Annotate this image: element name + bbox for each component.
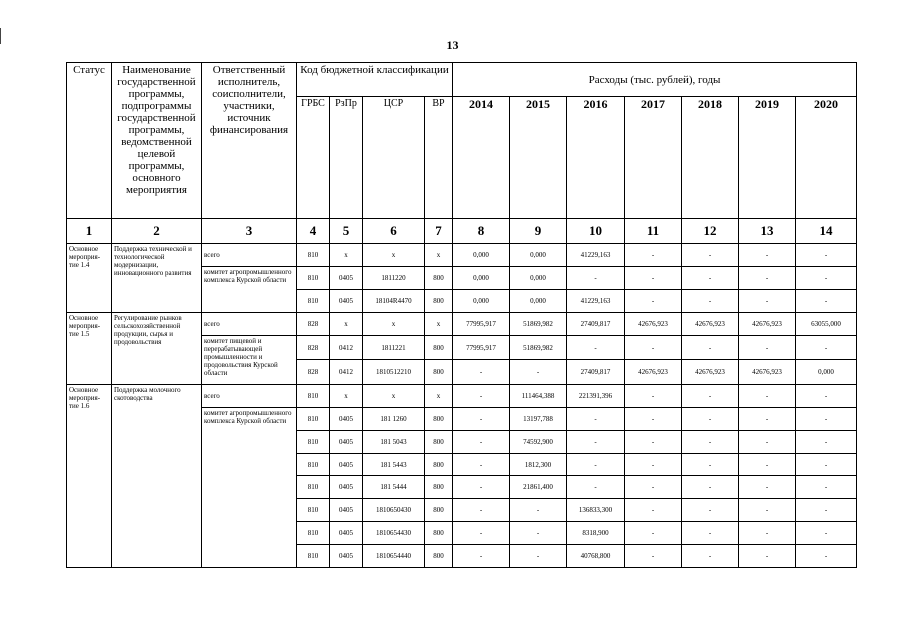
csr-cell: 181 1260 [363,407,425,430]
expense-cell: - [625,407,682,430]
expense-cell: - [453,499,510,522]
expense-cell: - [682,522,739,545]
expense-cell: 0,000 [453,267,510,290]
expense-cell: - [625,522,682,545]
expense-cell: - [510,545,567,568]
event-name-cell: Поддержка технической и технологической модернизации, инновационного развития [112,244,202,313]
expense-cell: 41229,163 [567,290,625,313]
csr-cell: 181 5443 [363,453,425,476]
responsible-cell: комитет пищевой и перерабатывающей промышленности и продовольствия Курской области [202,335,297,384]
expense-cell: - [453,407,510,430]
csr-cell: 1810650430 [363,499,425,522]
expense-cell: 136833,300 [567,499,625,522]
rzpr-cell: 0405 [330,545,363,568]
grbs-cell: 810 [297,453,330,476]
rzpr-cell: 0405 [330,430,363,453]
page-number: 13 [446,38,459,52]
grbs-cell: 810 [297,407,330,430]
expense-cell: - [739,499,796,522]
expense-cell: - [796,476,857,499]
grbs-cell: 810 [297,499,330,522]
header-vr: ВР [425,97,453,219]
expense-cell: - [739,335,796,360]
expense-cell: - [510,522,567,545]
expense-cell: - [510,499,567,522]
expense-cell: - [567,453,625,476]
grbs-cell: 828 [297,360,330,385]
expense-cell: 77995,917 [453,335,510,360]
header-year: 2018 [682,97,739,219]
expense-cell: 74592,900 [510,430,567,453]
vr-cell: х [425,385,453,408]
expense-cell: 42676,923 [739,360,796,385]
expense-cell: 8318,900 [567,522,625,545]
column-number: 14 [796,219,857,244]
expense-cell: 1812,300 [510,453,567,476]
expense-cell: 0,000 [453,290,510,313]
table-row [67,385,857,408]
expense-cell: - [625,335,682,360]
expense-cell: - [682,453,739,476]
expense-cell: - [739,545,796,568]
column-number: 4 [297,219,330,244]
rzpr-cell: 0405 [330,453,363,476]
csr-cell: 1810654440 [363,545,425,568]
expense-cell: - [453,360,510,385]
header-year: 2017 [625,97,682,219]
expense-cell: - [796,407,857,430]
column-number: 6 [363,219,425,244]
column-number: 8 [453,219,510,244]
header-year: 2014 [453,97,510,219]
column-number: 13 [739,219,796,244]
expense-cell: - [625,430,682,453]
expense-cell: - [567,476,625,499]
header-year: 2016 [567,97,625,219]
responsible-cell: комитет агропромышленного комплекса Курской области [202,267,297,313]
vr-cell: 800 [425,360,453,385]
vr-cell: 800 [425,335,453,360]
expense-cell: - [453,522,510,545]
header-budget-code: Код бюджетной классификации [297,63,453,97]
expense-cell: 63055,000 [796,313,857,336]
csr-cell: 1810512210 [363,360,425,385]
vr-cell: 800 [425,290,453,313]
grbs-cell: 810 [297,385,330,408]
column-number: 3 [202,219,297,244]
column-number: 10 [567,219,625,244]
expense-cell: - [453,545,510,568]
rzpr-cell: х [330,313,363,336]
expense-cell: - [625,499,682,522]
column-number: 2 [112,219,202,244]
vr-cell: 800 [425,499,453,522]
rzpr-cell: 0405 [330,267,363,290]
grbs-cell: 810 [297,522,330,545]
expense-cell: - [796,267,857,290]
grbs-cell: 810 [297,545,330,568]
expense-cell: - [682,430,739,453]
column-number-row [67,219,857,244]
vr-cell: 800 [425,476,453,499]
csr-cell: 1811221 [363,335,425,360]
rzpr-cell: 0405 [330,407,363,430]
expense-cell: - [739,244,796,267]
expense-cell: 40768,800 [567,545,625,568]
expense-cell: - [796,244,857,267]
responsible-cell: всего [202,313,297,336]
expense-cell: - [682,407,739,430]
expense-cell: - [796,430,857,453]
vr-cell: 800 [425,545,453,568]
expense-cell: - [625,545,682,568]
header-expenses: Расходы (тыс. рублей), годы [453,63,857,97]
expense-cell: - [453,476,510,499]
expense-cell: - [625,453,682,476]
grbs-cell: 828 [297,313,330,336]
vr-cell: 800 [425,267,453,290]
table-row [67,313,857,336]
grbs-cell: 810 [297,244,330,267]
rzpr-cell: х [330,244,363,267]
csr-cell: х [363,385,425,408]
expense-cell: - [453,453,510,476]
expense-cell: - [739,267,796,290]
expense-cell: 27409,817 [567,360,625,385]
expense-cell: - [796,385,857,408]
expense-cell: - [453,430,510,453]
table-row [67,244,857,267]
column-number: 7 [425,219,453,244]
expense-cell: 13197,788 [510,407,567,430]
expense-cell: 0,000 [510,244,567,267]
expense-cell: 42676,923 [682,360,739,385]
expense-cell: - [739,385,796,408]
grbs-cell: 810 [297,267,330,290]
responsible-cell: всего [202,244,297,267]
expense-cell: - [625,244,682,267]
header-year: 2019 [739,97,796,219]
expense-cell: - [682,290,739,313]
expense-cell: 42676,923 [625,313,682,336]
expense-cell: 21861,400 [510,476,567,499]
csr-cell: 181 5043 [363,430,425,453]
grbs-cell: 828 [297,335,330,360]
expense-cell: 41229,163 [567,244,625,267]
expense-cell: - [739,453,796,476]
header-responsible: Ответственный исполнитель, соисполнители, участники, источник финансирования [202,63,297,219]
expense-cell: 51869,982 [510,335,567,360]
expense-cell: - [567,335,625,360]
csr-cell: х [363,313,425,336]
event-status-cell: Основное мероприя-тие 1.6 [67,385,112,568]
header-name: Наименование государственной программы, подпрограммы государственной программы, ведомственной целевой программы, основного мероприятия [112,63,202,219]
expense-cell: - [625,290,682,313]
vr-cell: 800 [425,522,453,545]
expense-cell: - [682,545,739,568]
csr-cell: 18104R4470 [363,290,425,313]
expense-cell: - [739,476,796,499]
expense-cell: - [682,244,739,267]
expense-cell: - [682,385,739,408]
expense-cell: 111464,388 [510,385,567,408]
budget-table [66,62,857,568]
expense-cell: - [682,476,739,499]
column-number: 12 [682,219,739,244]
grbs-cell: 810 [297,430,330,453]
rzpr-cell: 0405 [330,522,363,545]
vr-cell: х [425,244,453,267]
expense-cell: - [796,290,857,313]
responsible-cell: комитет агропромышленного комплекса Курской области [202,407,297,567]
event-name-cell: Поддержка молочного скотоводства [112,385,202,568]
vr-cell: 800 [425,430,453,453]
expense-cell: - [682,499,739,522]
expense-cell: - [453,385,510,408]
header-rzpr: РзПр [330,97,363,219]
header-status: Статус [67,63,112,219]
rzpr-cell: 0405 [330,499,363,522]
header-year: 2015 [510,97,567,219]
expense-cell: 42676,923 [739,313,796,336]
rzpr-cell: 0405 [330,476,363,499]
event-name-cell: Регулирование рынков сельскохозяйственной продукции, сырья и продовольствия [112,313,202,385]
expense-cell: - [682,267,739,290]
expense-cell: - [682,335,739,360]
column-number: 5 [330,219,363,244]
responsible-cell: всего [202,385,297,408]
expense-cell: - [567,267,625,290]
expense-cell: - [796,522,857,545]
csr-cell: 181 5444 [363,476,425,499]
expense-cell: - [796,499,857,522]
expense-cell: 27409,817 [567,313,625,336]
csr-cell: 1810654430 [363,522,425,545]
expense-cell: - [796,335,857,360]
expense-cell: - [739,290,796,313]
csr-cell: 1811220 [363,267,425,290]
expense-cell: 0,000 [510,290,567,313]
rzpr-cell: 0405 [330,290,363,313]
event-status-cell: Основное мероприя-тие 1.5 [67,313,112,385]
expense-cell: - [625,385,682,408]
expense-cell: - [510,360,567,385]
expense-cell: - [739,522,796,545]
expense-cell: 221391,396 [567,385,625,408]
column-number: 11 [625,219,682,244]
expense-cell: - [567,430,625,453]
event-status-cell: Основное мероприя-тие 1.4 [67,244,112,313]
expense-cell: 42676,923 [625,360,682,385]
expense-cell: - [739,407,796,430]
header-csr: ЦСР [363,97,425,219]
header-grbs: ГРБС [297,97,330,219]
rzpr-cell: х [330,385,363,408]
expense-cell: 51869,982 [510,313,567,336]
expense-cell: - [796,545,857,568]
expense-cell: - [739,430,796,453]
expense-cell: 0,000 [796,360,857,385]
header-year: 2020 [796,97,857,219]
expense-cell: - [625,267,682,290]
column-number: 1 [67,219,112,244]
expense-cell: 0,000 [510,267,567,290]
column-number: 9 [510,219,567,244]
vr-cell: 800 [425,407,453,430]
expense-cell: - [796,453,857,476]
rzpr-cell: 0412 [330,335,363,360]
grbs-cell: 810 [297,476,330,499]
grbs-cell: 810 [297,290,330,313]
expense-cell: 42676,923 [682,313,739,336]
expense-cell: - [625,476,682,499]
vr-cell: х [425,313,453,336]
expense-cell: 0,000 [453,244,510,267]
rzpr-cell: 0412 [330,360,363,385]
expense-cell: - [567,407,625,430]
csr-cell: х [363,244,425,267]
vr-cell: 800 [425,453,453,476]
expense-cell: 77995,917 [453,313,510,336]
